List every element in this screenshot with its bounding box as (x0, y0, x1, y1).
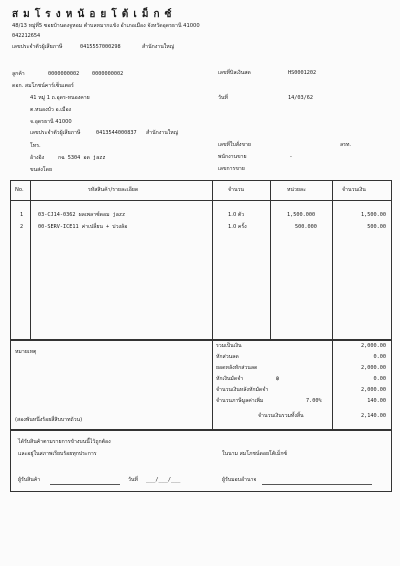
approver-signature-line (262, 484, 372, 485)
summary-label: จำนวนภาษีมูลค่าเพิ่ม (216, 398, 264, 404)
customer-code-2: 0000000002 (92, 71, 124, 77)
receiver-label: ผู้รับสินค้า (18, 477, 41, 483)
row-no: 1 (20, 212, 24, 218)
col-divider (212, 180, 213, 340)
customer-branch: สำนักงานใหญ่ (146, 130, 179, 136)
receipt-note-1: ได้รับสินค้าตามรายการข้างบนนี้ไว้ถูกต้อง (18, 439, 111, 445)
job-label: เลขการขาย (218, 166, 245, 172)
receipt-note-2: และอยู่ในสภาพเรียบร้อยทุกประการ (18, 451, 97, 457)
reference-label: อ้างอิง (30, 155, 45, 161)
summary-divider (332, 340, 333, 430)
receiver-signature-line (50, 484, 120, 485)
po-label: เลขที่ใบสั่งขาย (218, 142, 251, 148)
grand-total-label: จำนวนเงินรวมทั้งสิ้น (258, 413, 304, 419)
company-name: ส ม โ ร ง ห น้ อ ย โ ต้ เ ม็ ก ซ์ (12, 9, 173, 20)
summary-divider (212, 340, 213, 430)
summary-label: หักเงินมัดจำ (216, 376, 244, 382)
customer-tax-id: 0413544000837 (96, 130, 137, 136)
row-amount: 500.00 (367, 224, 386, 230)
side-label: ลรท. (340, 142, 352, 148)
customer-tax-label: เลขประจำตัวผู้เสียภาษี (30, 130, 81, 136)
doc-date-label: วันที่ (218, 95, 228, 101)
col-divider (270, 180, 271, 340)
items-table (10, 180, 392, 340)
row-quantity: 1.0 ครั้ง (228, 224, 247, 230)
summary-label: จำนวนเงินหลังหักมัดจำ (216, 387, 269, 393)
row-unit-price: 500.000 (295, 224, 317, 230)
on-behalf-label: ในนาม สมโภชน์ดอยโต้เม็กซ์ (222, 451, 287, 457)
header-quantity: จำนวน (228, 187, 244, 193)
reference-value: กฉ 5304 อด jazz (58, 155, 106, 161)
summary-extra: ฿ (276, 376, 280, 382)
row-amount: 1,500.00 (361, 212, 386, 218)
approver-label: ผู้รับมอบอำนาจ (222, 477, 257, 483)
summary-value: 2,000.00 (361, 343, 386, 349)
customer-address-3: จ.อุดรธานี 41000 (30, 119, 72, 125)
grand-total-value: 2,140.00 (361, 413, 386, 419)
receive-date-label: วันที่ (128, 477, 138, 483)
row-quantity: 1.0 ตัว (228, 212, 245, 218)
summary-label: รวมเป็นเงิน (216, 343, 242, 349)
summary-value: 140.00 (367, 398, 386, 404)
summary-value: 0.00 (373, 376, 386, 382)
table-header-divider (10, 200, 392, 201)
summary-value: 2,000.00 (361, 365, 386, 371)
customer-code-label: ลูกค้า (12, 71, 25, 77)
customer-phone-label: โทร. (30, 143, 41, 149)
customer-address-2: ต.หนองบัว อ.เมือง (30, 107, 72, 113)
summary-label: ยอดหลังหักส่วนลด (216, 365, 258, 371)
company-branch: สำนักงานใหญ่ (142, 44, 175, 50)
doc-date: 14/03/62 (288, 95, 313, 101)
remark-label: หมายเหตุ (15, 349, 37, 355)
header-no: No. (15, 187, 24, 193)
row-description: 03-CJ14-0362 ผลเพลาซ์ดอม jazz (38, 212, 126, 218)
doc-no: HS0001202 (288, 70, 317, 76)
summary-value: 2,000.00 (361, 387, 386, 393)
customer-code: 0000000002 (48, 71, 80, 77)
col-divider (30, 180, 31, 340)
row-unit-price: 1,500.000 (287, 212, 316, 218)
customer-address-1: 41 หมู่ 1 ถ.อุดร-หนองคาย (30, 95, 90, 101)
summary-label: หักส่วนลด (216, 354, 239, 360)
company-phone: 042212654 (12, 33, 41, 39)
col-divider (332, 180, 333, 340)
receive-date-slots: ___/___/___ (146, 477, 181, 483)
header-description: รหัสสินค้า/รายละเอียด (88, 187, 139, 193)
row-no: 2 (20, 224, 24, 230)
header-amount: จำนวนเงิน (342, 187, 366, 193)
company-tax-id: 0415557000298 (80, 44, 121, 50)
doc-no-label: เลขที่บิลเงินสด (218, 70, 251, 76)
company-tax-label: เลขประจำตัวผู้เสียภาษี (12, 44, 63, 50)
sales-value: - (290, 154, 292, 160)
amount-in-words: (สองพันหนึ่งร้อยสี่สิบบาทถ้วน) (15, 417, 83, 423)
customer-name: ดอก. สมโภชน์คาร์เซ็นเตอร์ (12, 83, 74, 89)
company-address: 48/13 หมู่ที่5 ซอยบ้านดงจูหอม ตำบลหมากแข้ง อำเภอเมือง จังหวัดอุดรธานี 41000 (12, 23, 200, 29)
summary-extra: 7.00% (306, 398, 322, 404)
header-unit-price: หน่วยละ (287, 187, 306, 193)
row-description: 00-SERV-ICE11 ค่าเปลี่ยน + บ่วงล้อ (38, 224, 128, 230)
shipping-label: ขนส่งโดย (30, 167, 52, 173)
sales-label: พนักงานขาย (218, 154, 247, 160)
summary-value: 0.00 (373, 354, 386, 360)
